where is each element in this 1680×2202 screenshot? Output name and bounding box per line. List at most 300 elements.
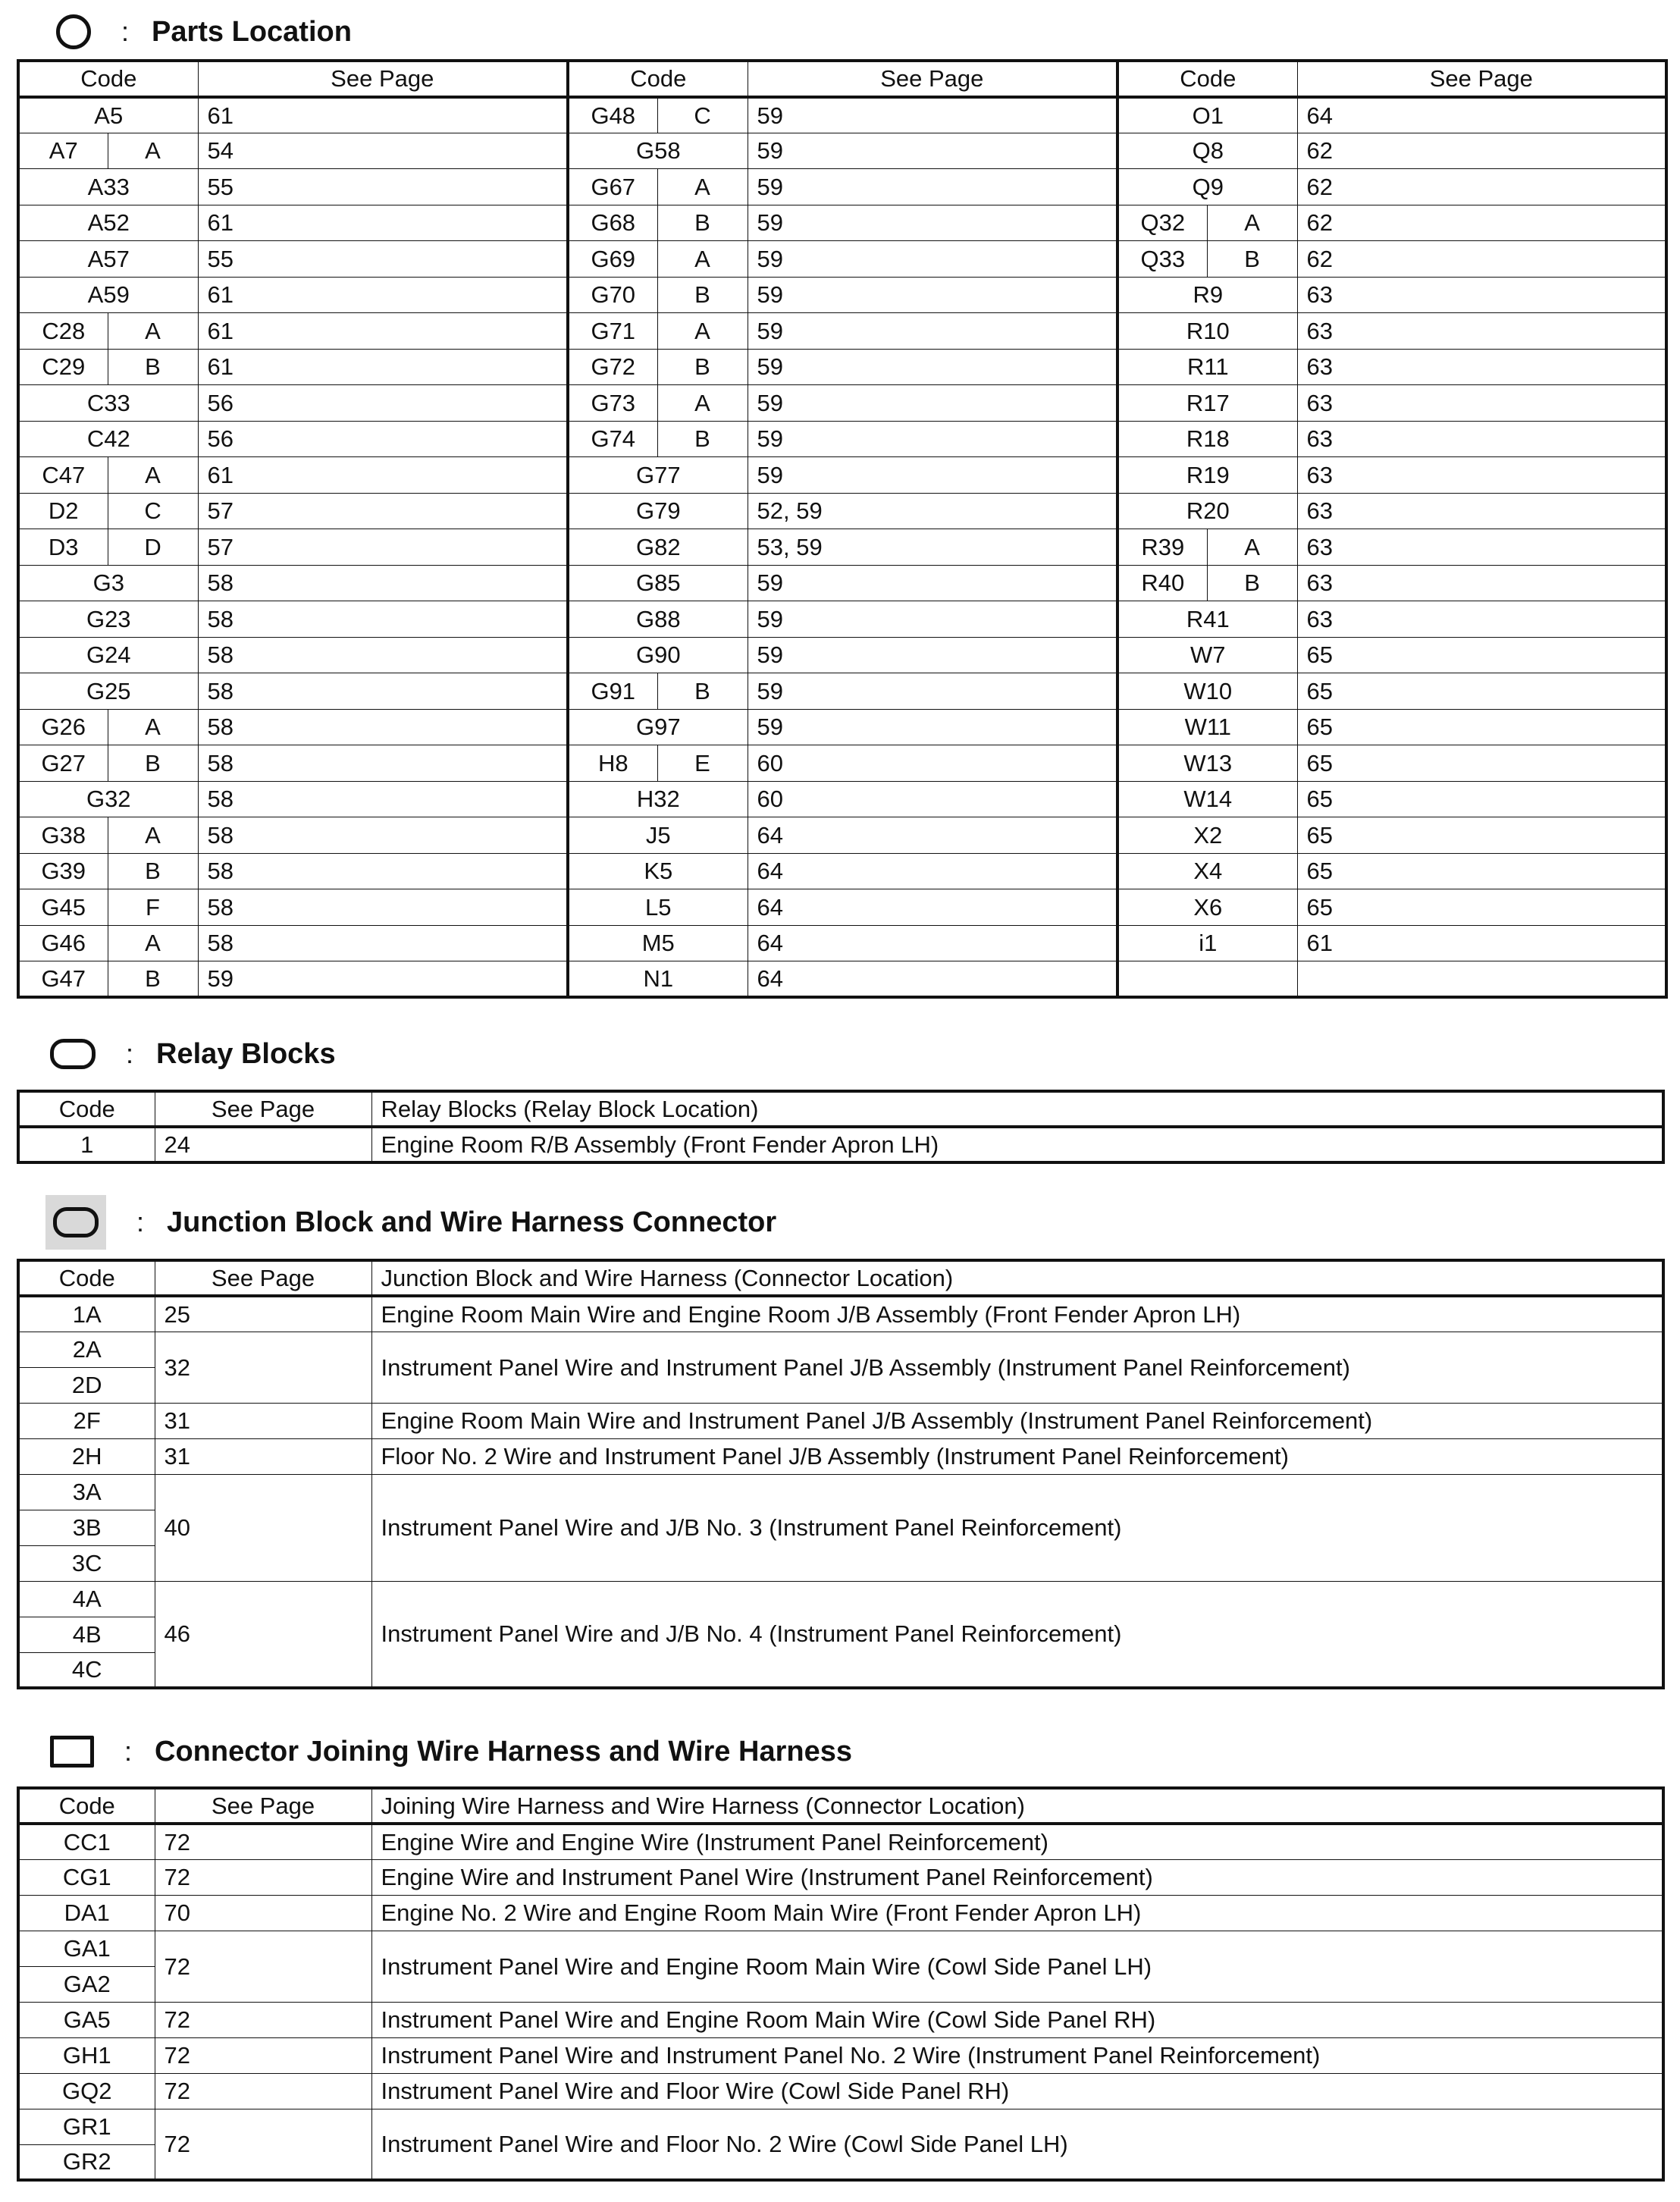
relay-blocks-heading: [45, 1031, 336, 1077]
junction-block-table: [17, 1259, 1665, 1689]
parts-header-row: [18, 61, 1666, 97]
part-code: R11: [1117, 349, 1297, 385]
part-see-page: 58: [198, 925, 568, 961]
part-code: G85: [568, 565, 748, 601]
part-code: G27: [18, 745, 108, 782]
part-code: K5: [568, 853, 748, 889]
part-sub-code: A: [108, 457, 198, 494]
connector-code: GR1: [18, 2109, 155, 2144]
see-page-header: See Page: [155, 1260, 371, 1296]
relay-block-symbol-icon: [50, 1039, 96, 1069]
part-code: R17: [1117, 385, 1297, 422]
part-see-page: 59: [748, 601, 1117, 638]
part-code: G68: [568, 205, 657, 241]
part-code: G26: [18, 709, 108, 745]
code-header: Code: [18, 61, 198, 97]
part-see-page: 63: [1297, 313, 1666, 350]
parts-location-table: [17, 59, 1668, 999]
see-page-value: 32: [155, 1332, 371, 1403]
see-page-value: 72: [155, 2037, 371, 2073]
table-row: [18, 817, 1666, 854]
table-row: [18, 565, 1666, 601]
part-see-page: 59: [748, 133, 1117, 169]
location-description: Instrument Panel Wire and Instrument Panel J/B Assembly (Instrument Panel Reinforcement): [371, 1332, 1663, 1403]
part-code: X6: [1117, 889, 1297, 926]
table-row: [18, 97, 1666, 133]
part-code: G74: [568, 421, 657, 457]
part-code: R10: [1117, 313, 1297, 350]
table-row: [18, 1332, 1663, 1367]
part-code: O1: [1117, 97, 1297, 133]
connector-symbol-icon: [50, 1736, 94, 1768]
part-code: W11: [1117, 709, 1297, 745]
location-description: Engine Room Main Wire and Engine Room J/B Assembly (Front Fender Apron LH): [371, 1296, 1663, 1332]
connector-code: 4A: [18, 1581, 155, 1617]
table-row: [18, 313, 1666, 350]
part-sub-code: A: [1207, 529, 1297, 566]
part-sub-code: A: [657, 169, 748, 205]
part-sub-code: E: [657, 745, 748, 782]
part-code: W10: [1117, 673, 1297, 710]
part-see-page: 65: [1297, 889, 1666, 926]
location-description: Instrument Panel Wire and Floor Wire (Cowl Side Panel RH): [371, 2073, 1663, 2109]
part-see-page: 59: [748, 673, 1117, 710]
see-page-value: 24: [155, 1127, 371, 1162]
part-code: C42: [18, 421, 198, 457]
part-see-page: 64: [748, 853, 1117, 889]
see-page-value: 40: [155, 1474, 371, 1581]
heading-colon: :: [136, 1206, 145, 1237]
part-code: G71: [568, 313, 657, 350]
part-see-page: 57: [198, 529, 568, 566]
part-sub-code: F: [108, 889, 198, 926]
part-code: G67: [568, 169, 657, 205]
part-sub-code: C: [108, 493, 198, 529]
part-code: W14: [1117, 781, 1297, 817]
part-see-page: 59: [748, 169, 1117, 205]
table-row: [18, 421, 1666, 457]
location-description: Instrument Panel Wire and Engine Room Main Wire (Cowl Side Panel LH): [371, 1931, 1663, 2002]
part-code: R18: [1117, 421, 1297, 457]
part-code: G58: [568, 133, 748, 169]
connector-code: 1A: [18, 1296, 155, 1332]
location-description: Floor No. 2 Wire and Instrument Panel J/B Assembly (Instrument Panel Reinforcement): [371, 1438, 1663, 1474]
section-title: Parts Location: [152, 15, 352, 48]
part-code: Q32: [1117, 205, 1207, 241]
part-sub-code: B: [108, 853, 198, 889]
see-page-value: 70: [155, 1895, 371, 1931]
part-see-page: 64: [748, 925, 1117, 961]
part-sub-code: B: [657, 349, 748, 385]
table-row: [18, 493, 1666, 529]
part-code: G73: [568, 385, 657, 422]
part-code: Q33: [1117, 241, 1207, 278]
part-sub-code: B: [657, 205, 748, 241]
part-code: G70: [568, 277, 657, 313]
part-see-page: 59: [748, 277, 1117, 313]
part-see-page: 62: [1297, 133, 1666, 169]
connector-code: 2D: [18, 1367, 155, 1403]
part-sub-code: B: [657, 421, 748, 457]
table-row: [18, 673, 1666, 710]
part-code: C28: [18, 313, 108, 350]
table-row: [18, 1895, 1663, 1931]
part-sub-code: B: [657, 673, 748, 710]
table-row: [18, 853, 1666, 889]
part-sub-code: B: [108, 961, 198, 998]
part-see-page: 59: [748, 457, 1117, 494]
part-see-page: 63: [1297, 277, 1666, 313]
part-sub-code: A: [108, 709, 198, 745]
part-see-page: 63: [1297, 565, 1666, 601]
part-see-page: 65: [1297, 637, 1666, 673]
table-row: [18, 529, 1666, 566]
part-code: W7: [1117, 637, 1297, 673]
part-code: [1117, 961, 1297, 998]
part-see-page: 59: [748, 421, 1117, 457]
see-page-value: 72: [155, 2002, 371, 2037]
part-see-page: 59: [748, 97, 1117, 133]
part-see-page: 65: [1297, 853, 1666, 889]
connector-joining-heading: [45, 1729, 852, 1774]
see-page-header: See Page: [748, 61, 1117, 97]
part-code: G69: [568, 241, 657, 278]
part-see-page: 52, 59: [748, 493, 1117, 529]
section-title: Junction Block and Wire Harness Connector: [167, 1206, 777, 1238]
heading-colon: :: [121, 16, 130, 47]
connector-code: CC1: [18, 1824, 155, 1859]
connector-code: 2H: [18, 1438, 155, 1474]
part-code: G72: [568, 349, 657, 385]
connector-code: 4C: [18, 1652, 155, 1688]
part-sub-code: A: [108, 133, 198, 169]
table-row: [18, 133, 1666, 169]
part-see-page: 58: [198, 709, 568, 745]
location-description: Instrument Panel Wire and Engine Room Main Wire (Cowl Side Panel RH): [371, 2002, 1663, 2037]
part-see-page: 59: [748, 313, 1117, 350]
circle-symbol-icon: [56, 14, 91, 49]
part-sub-code: A: [108, 313, 198, 350]
part-code: R40: [1117, 565, 1207, 601]
see-page-header: See Page: [155, 1788, 371, 1824]
part-code: M5: [568, 925, 748, 961]
heading-colon: :: [124, 1736, 133, 1767]
part-see-page: 58: [198, 673, 568, 710]
table-row: [18, 1403, 1663, 1438]
part-see-page: 61: [198, 457, 568, 494]
table-row: [18, 2109, 1663, 2144]
location-description: Instrument Panel Wire and Floor No. 2 Wire (Cowl Side Panel LH): [371, 2109, 1663, 2180]
connector-code: GQ2: [18, 2073, 155, 2109]
part-code: G25: [18, 673, 198, 710]
location-description: Engine Wire and Instrument Panel Wire (Instrument Panel Reinforcement): [371, 1859, 1663, 1895]
table-row: [18, 241, 1666, 278]
part-code: G23: [18, 601, 198, 638]
table-row: [18, 2037, 1663, 2073]
part-see-page: 55: [198, 169, 568, 205]
part-see-page: 63: [1297, 385, 1666, 422]
part-code: W13: [1117, 745, 1297, 782]
connector-code: GH1: [18, 2037, 155, 2073]
connector-code: GA2: [18, 1966, 155, 2002]
part-see-page: 63: [1297, 493, 1666, 529]
part-see-page: 61: [198, 205, 568, 241]
connector-code: 4B: [18, 1617, 155, 1652]
part-code: G77: [568, 457, 748, 494]
part-sub-code: D: [108, 529, 198, 566]
part-code: C33: [18, 385, 198, 422]
part-code: D2: [18, 493, 108, 529]
part-see-page: 63: [1297, 421, 1666, 457]
see-page-value: 25: [155, 1296, 371, 1332]
part-sub-code: B: [657, 277, 748, 313]
connector-code: 2F: [18, 1403, 155, 1438]
part-code: R20: [1117, 493, 1297, 529]
part-code: R19: [1117, 457, 1297, 494]
part-see-page: 60: [748, 781, 1117, 817]
code-header: Code: [18, 1788, 155, 1824]
part-code: J5: [568, 817, 748, 854]
part-see-page: 59: [198, 961, 568, 998]
part-see-page: 58: [198, 817, 568, 854]
part-code: G91: [568, 673, 657, 710]
table-row: [18, 2002, 1663, 2037]
code-header: Code: [568, 61, 748, 97]
part-see-page: 58: [198, 637, 568, 673]
part-code: C29: [18, 349, 108, 385]
part-code: L5: [568, 889, 748, 926]
part-code: G48: [568, 97, 657, 133]
joining-header-row: [18, 1788, 1663, 1824]
table-row: [18, 601, 1666, 638]
part-code: G3: [18, 565, 198, 601]
location-description: Engine Room Main Wire and Instrument Panel J/B Assembly (Instrument Panel Reinforcement): [371, 1403, 1663, 1438]
part-code: G24: [18, 637, 198, 673]
part-see-page: 62: [1297, 169, 1666, 205]
table-row: [18, 637, 1666, 673]
part-code: A33: [18, 169, 198, 205]
part-see-page: 64: [748, 889, 1117, 926]
part-sub-code: A: [657, 385, 748, 422]
part-see-page: 62: [1297, 205, 1666, 241]
table-row: [18, 1931, 1663, 1966]
part-sub-code: A: [108, 817, 198, 854]
heading-colon: :: [126, 1038, 134, 1069]
part-sub-code: B: [1207, 565, 1297, 601]
part-see-page: 59: [748, 205, 1117, 241]
part-see-page: 59: [748, 637, 1117, 673]
connector-code: 2A: [18, 1332, 155, 1367]
parts-location-heading: [45, 9, 352, 55]
table-row: [18, 889, 1666, 926]
part-sub-code: C: [657, 97, 748, 133]
connector-code: 3B: [18, 1510, 155, 1545]
part-code: A57: [18, 241, 198, 278]
location-header: Relay Blocks (Relay Block Location): [371, 1091, 1663, 1127]
location-description: Engine Wire and Engine Wire (Instrument Panel Reinforcement): [371, 1824, 1663, 1859]
part-see-page: 59: [748, 385, 1117, 422]
part-see-page: 58: [198, 853, 568, 889]
part-code: R39: [1117, 529, 1207, 566]
part-code: G32: [18, 781, 198, 817]
part-code: G46: [18, 925, 108, 961]
part-code: G47: [18, 961, 108, 998]
part-code: G82: [568, 529, 748, 566]
part-see-page: 59: [748, 709, 1117, 745]
part-code: N1: [568, 961, 748, 998]
part-see-page: 58: [198, 565, 568, 601]
part-code: R41: [1117, 601, 1297, 638]
junction-block-heading: [45, 1200, 776, 1245]
part-code: X2: [1117, 817, 1297, 854]
location-description: Instrument Panel Wire and J/B No. 3 (Instrument Panel Reinforcement): [371, 1474, 1663, 1581]
see-page-header: See Page: [155, 1091, 371, 1127]
location-description: Instrument Panel Wire and J/B No. 4 (Instrument Panel Reinforcement): [371, 1581, 1663, 1688]
part-see-page: 65: [1297, 709, 1666, 745]
junction-block-symbol-icon: [53, 1207, 99, 1237]
part-see-page: 65: [1297, 745, 1666, 782]
part-code: H32: [568, 781, 748, 817]
part-see-page: [1297, 961, 1666, 998]
table-row: [18, 1127, 1663, 1162]
part-see-page: 64: [748, 961, 1117, 998]
connector-code: GA5: [18, 2002, 155, 2037]
table-row: [18, 2073, 1663, 2109]
part-see-page: 56: [198, 385, 568, 422]
table-row: [18, 1474, 1663, 1510]
part-code: i1: [1117, 925, 1297, 961]
table-row: [18, 1581, 1663, 1617]
code-header: Code: [1117, 61, 1297, 97]
connector-code: CG1: [18, 1859, 155, 1895]
part-code: A52: [18, 205, 198, 241]
part-see-page: 64: [1297, 97, 1666, 133]
part-code: C47: [18, 457, 108, 494]
connector-code: 3A: [18, 1474, 155, 1510]
part-see-page: 59: [748, 241, 1117, 278]
location-description: Engine No. 2 Wire and Engine Room Main Wire (Front Fender Apron LH): [371, 1895, 1663, 1931]
part-code: G88: [568, 601, 748, 638]
junction-block-symbol-background: [45, 1195, 106, 1250]
section-title: Connector Joining Wire Harness and Wire Harness: [155, 1735, 852, 1768]
part-code: A5: [18, 97, 198, 133]
location-header: Junction Block and Wire Harness (Connector Location): [371, 1260, 1663, 1296]
relay-blocks-table: [17, 1090, 1665, 1164]
part-see-page: 59: [748, 349, 1117, 385]
part-sub-code: B: [1207, 241, 1297, 278]
part-sub-code: A: [657, 313, 748, 350]
table-row: [18, 349, 1666, 385]
see-page-header: See Page: [1297, 61, 1666, 97]
table-row: [18, 1859, 1663, 1895]
part-see-page: 61: [198, 313, 568, 350]
see-page-value: 31: [155, 1403, 371, 1438]
see-page-header: See Page: [198, 61, 568, 97]
part-see-page: 61: [198, 277, 568, 313]
connector-code: 1: [18, 1127, 155, 1162]
part-code: G90: [568, 637, 748, 673]
table-row: [18, 1296, 1663, 1332]
part-sub-code: A: [657, 241, 748, 278]
relay-header-row: [18, 1091, 1663, 1127]
part-see-page: 65: [1297, 817, 1666, 854]
connector-joining-table: [17, 1786, 1665, 2182]
part-see-page: 59: [748, 565, 1117, 601]
part-see-page: 61: [198, 97, 568, 133]
table-row: [18, 1824, 1663, 1859]
part-see-page: 65: [1297, 781, 1666, 817]
code-header: Code: [18, 1260, 155, 1296]
part-code: H8: [568, 745, 657, 782]
part-code: Q9: [1117, 169, 1297, 205]
part-code: D3: [18, 529, 108, 566]
part-sub-code: A: [108, 925, 198, 961]
part-code: G38: [18, 817, 108, 854]
part-sub-code: B: [108, 745, 198, 782]
table-row: [18, 781, 1666, 817]
part-see-page: 63: [1297, 349, 1666, 385]
table-row: [18, 1438, 1663, 1474]
part-sub-code: A: [1207, 205, 1297, 241]
table-row: [18, 745, 1666, 782]
see-page-value: 31: [155, 1438, 371, 1474]
table-row: [18, 205, 1666, 241]
part-see-page: 63: [1297, 601, 1666, 638]
connector-code: GR2: [18, 2144, 155, 2180]
connector-code: 3C: [18, 1545, 155, 1581]
part-see-page: 57: [198, 493, 568, 529]
table-row: [18, 457, 1666, 494]
part-see-page: 64: [748, 817, 1117, 854]
see-page-value: 72: [155, 1824, 371, 1859]
location-header: Joining Wire Harness and Wire Harness (Connector Location): [371, 1788, 1663, 1824]
see-page-value: 72: [155, 2073, 371, 2109]
see-page-value: 46: [155, 1581, 371, 1688]
part-sub-code: B: [108, 349, 198, 385]
table-row: [18, 277, 1666, 313]
part-see-page: 58: [198, 781, 568, 817]
part-see-page: 60: [748, 745, 1117, 782]
part-code: G97: [568, 709, 748, 745]
part-code: Q8: [1117, 133, 1297, 169]
connector-code: DA1: [18, 1895, 155, 1931]
part-see-page: 54: [198, 133, 568, 169]
part-code: G39: [18, 853, 108, 889]
table-row: [18, 709, 1666, 745]
table-row: [18, 385, 1666, 422]
part-code: A59: [18, 277, 198, 313]
part-code: R9: [1117, 277, 1297, 313]
table-row: [18, 169, 1666, 205]
see-page-value: 72: [155, 1859, 371, 1895]
part-see-page: 61: [198, 349, 568, 385]
part-code: X4: [1117, 853, 1297, 889]
part-code: G45: [18, 889, 108, 926]
code-header: Code: [18, 1091, 155, 1127]
section-title: Relay Blocks: [156, 1037, 336, 1070]
part-see-page: 63: [1297, 529, 1666, 566]
see-page-value: 72: [155, 1931, 371, 2002]
location-description: Engine Room R/B Assembly (Front Fender Apron LH): [371, 1127, 1663, 1162]
junction-header-row: [18, 1260, 1663, 1296]
part-code: G79: [568, 493, 748, 529]
part-see-page: 53, 59: [748, 529, 1117, 566]
table-row: [18, 925, 1666, 961]
part-see-page: 58: [198, 889, 568, 926]
part-see-page: 58: [198, 745, 568, 782]
part-see-page: 65: [1297, 673, 1666, 710]
part-see-page: 56: [198, 421, 568, 457]
